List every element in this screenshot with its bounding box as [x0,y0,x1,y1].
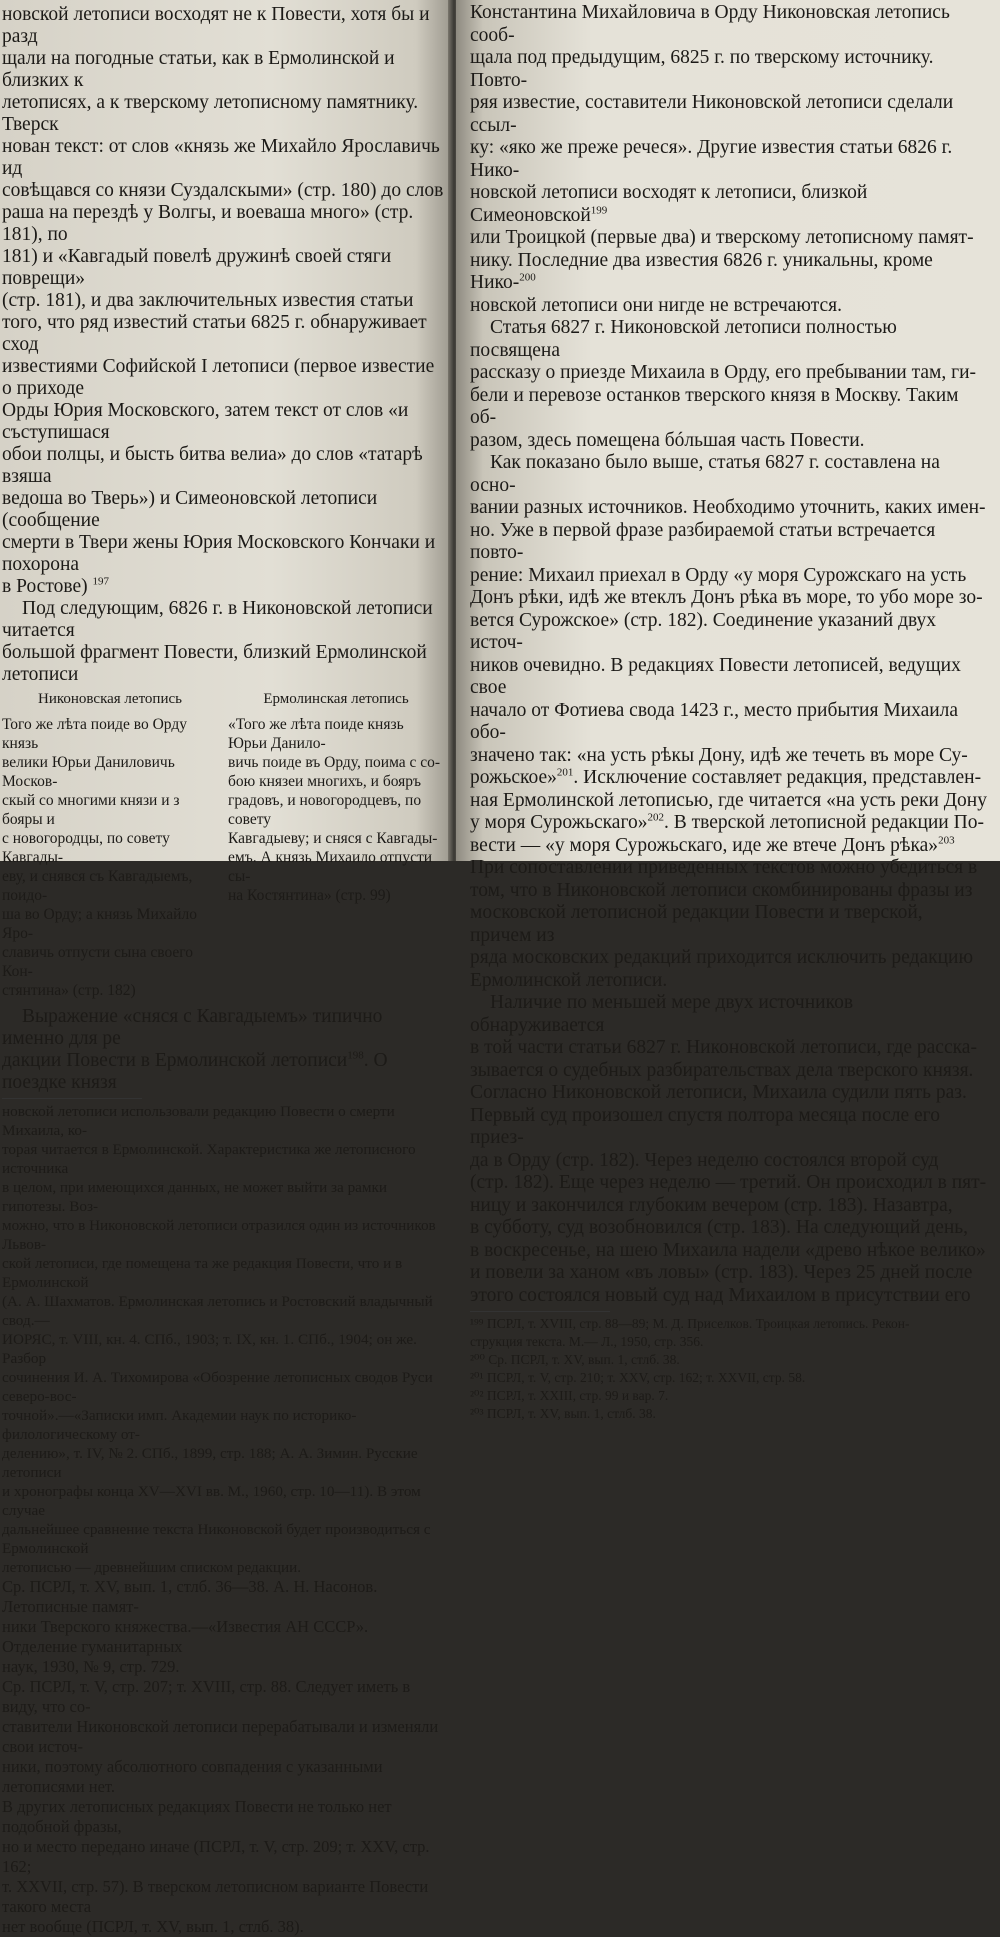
note-line: Ср. ПСРЛ, т. V, стр. 207; т. XVIII, стр. 88. Следует иметь в виду, что со- [2,1677,411,1716]
note-line: наук, 1930, № 9, стр. 729. [2,1657,180,1676]
text-line: Донъ рѣки, идѣ же втеклъ Донъ рѣка въ море, то убо море зо- [470,587,983,608]
text-line: Наличие по меньшей мере двух источников обнаруживается [470,992,854,1036]
quote-line: градовъ, и новогородцевъ, по совету [228,792,422,828]
text-fragment: в Ростове) [2,576,88,597]
text-line [470,250,988,295]
text-line: в субботу, суд возобновился (стр. 183). На следующий день, [470,1217,969,1238]
note-line: можно, что в Никоновской летописи отразился один из источников Львов- [2,1217,436,1253]
right-footnotes [470,1315,988,1423]
column-heading: Никоновская летопись [38,691,182,707]
note-line: В других летописных редакциях Повести не только нет подобной фразы, [2,1797,392,1836]
text-line: этого состоялся новый суд над Михаилом в присутствии его [470,1284,971,1306]
footnote-marker: 197 [92,575,109,588]
text-line: Константина Михайловича в Орду Никоновская летопись сооб- [470,2,950,46]
note-line: дальнейшее сравнение текста Никоновской будет производиться с Ермолинской [2,1521,431,1557]
text-line: ников очевидно. В редакциях Повести летописей, ведущих свое [470,654,961,698]
note-line: т. XXVII, стр. 57). В тверском летописном варианте Повести такого места [2,1877,429,1916]
text-line: большой фрагмент Повести, близкий Ермолинской летописи [2,642,427,685]
note-line: ники, поэтому абсолютного совпадения с указанными летописями нет. [2,1757,383,1796]
text-line: обои полцы, и бысть битва велиа» до слов «татарѣ взяша [2,444,423,487]
footnote-marker: 198 [347,1049,364,1062]
text-line [470,767,988,790]
text-line: Под следующим, 6826 г. в Никоновской летописи читается [2,598,433,641]
note-line: торая читается в Ермолинской. Характеристика же летописного источника [2,1141,416,1177]
quote-line: вичь поиде въ Орду, поима с со- [228,754,441,771]
note-line: точной».—«Записки имп. Академии наук по историко-филологическому от- [2,1407,357,1443]
quote-line: «Того же лѣта поиде князь Юрьи Данило- [228,716,404,752]
footnote-marker: 199 [590,204,608,216]
quote-line: Кавгадыеву; и сняся с Кавгады- [228,830,438,847]
note-line: ²⁰³ ПСРЛ, т. XV, вып. 1, стлб. 38. [470,1406,656,1421]
note-line: новской летописи использовали редакцию Повести о смерти Михаила, ко- [2,1103,395,1139]
text-line: летописях, а к тверскому летописному памятнику. Тверск [2,92,419,135]
text-line: или Троицкой (первые два) и тверскому летописному памят- [470,227,974,248]
left-main-text [2,4,444,686]
text-line: ку: «яко же преже речеся». Другие известия статьи 6826 г. Нико- [470,137,953,181]
text-line: зывается о судебных разбирательствах дела тверского князя. [470,1059,974,1081]
note-line: ники Тверского княжества.—«Известия АН СССР». Отделение гуманитарных [2,1617,369,1656]
text-line: ряда московских редакций приходится исключить редакцию [470,947,974,968]
text-line: Орды Юрия Московского, затем текст от слов «и съступишася [2,400,409,443]
text-line: бели и перевозе останков тверского князя в Москву. Таким об- [470,384,959,428]
note-line: и хронографы конца XV—XVI вв. М., 1960, стр. 10—11). В этом случае [2,1483,421,1519]
text-fragment: . Исключение составляет редакция, представлен- [573,767,982,788]
text-line: известиями Софийской I летописи (первое известие о приходе [2,356,435,399]
text-line: Согласно Никоновской летописи, Михаила судили пять раз. [470,1082,967,1103]
text-line: и повели за ханом «въ ловы» (стр. 183). Через 25 дней после [470,1262,973,1283]
text-line: (стр. 182). Еще через неделю — третий. Он происходил в пят- [470,1172,987,1193]
text-line [2,576,444,598]
text-line: Статья 6827 г. Никоновской летописи полностью посвящена [470,317,897,361]
footnote-marker: 202 [647,811,664,824]
quote-line: скый со многими князи и з бояры и [2,792,180,828]
text-line: При сопоставлении приведенных текстов можно убедиться в [470,857,978,878]
right-main-text [470,2,988,1307]
quote-line: бою князеи многихъ, и бояръ [228,773,422,790]
note-line: ИОРЯС, т. VIII, кн. 4. СПб., 1903; т. IX, кн. 1. СПб., 1904; он же. Разбор [2,1331,417,1367]
text-line: в воскресенье, на шею Михаила надели «древо нѣкое велико» [470,1239,986,1261]
quote-line: велики Юрьи Даниловичь Москов- [2,754,175,790]
text-fragment: . В тверской летописной редакции По- [663,812,984,833]
text-line: ная Ермолинской летописью, где читается «на усть реки Дону [470,789,987,811]
note-line: в целом, при имеющихся данных, не может выйти за рамки гипотезы. Воз- [2,1179,388,1215]
footnote-rule [2,1098,142,1099]
quote-line: Того же лѣта поиде во Орду князь [2,716,187,752]
note-line: сочинения И. А. Тихомирова «Обозрение летописных сводов Руси северо-вос- [2,1369,433,1405]
footnote-rule [470,1311,610,1312]
text-fragment: рожьское» [470,767,557,788]
text-line: совѣщався со князи Суздалскыми» (стр. 180) до слов [2,180,444,201]
text-line: Первый суд произошел спустя полтора месяца после его приез- [470,1104,940,1148]
text-line: да в Орду (стр. 182). Через неделю состоялся второй суд [470,1149,939,1171]
text-fragment: у моря Сурожьскаго» [470,812,648,833]
text-line: ряя известие, составители Никоновской летописи сделали ссыл- [470,92,954,136]
text-line: Ермолинской летописи. [470,969,668,991]
text-fragment: дакции Повести в Ермолинской летописи [2,1050,348,1071]
text-line: щала под предыдущим, 6825 г. по тверскому источнику. Повто- [470,47,934,91]
column-heading: Ермолинская летопись [263,691,409,707]
text-line: ницу и закончился глубоким вечером (стр. 183). Назавтра, [470,1194,953,1216]
text-line: вется Сурожское» (стр. 182). Соединение указаний двух источ- [470,609,937,653]
text-line: но. Уже в первой фразе разбираемой статьи встречается повто- [470,519,936,563]
text-line: рение: Михаил приехал в Орду «у моря Сурожскаго на усть [470,564,967,586]
footnote-marker: 201 [556,766,574,779]
left-page [0,0,452,1936]
left-footnotes [2,1102,444,1937]
text-fragment: новской летописи восходят к летописи, близкой Симеоновской [470,182,868,226]
quote-line: еву, и снявся съ Кавгадыемъ, поидо- [2,868,193,904]
ermolin-column [228,690,444,1000]
text-line: рассказу о приезде Михаила в Орду, его пребывании там, ги- [470,362,977,383]
note-line: нет вообще (ПСРЛ, т. XV, вып. 1, стлб. 38). [2,1917,304,1936]
text-line: новской летописи восходят не к Повести, хотя бы и разд [2,4,430,47]
text-line: в той части статьи 6827 г. Никоновской летописи, где расска- [470,1037,977,1058]
note-line: (А. А. Шахматов. Ермолинская летопись и Ростовский владычный свод.— [2,1293,433,1329]
text-line: Выражение «сняся с Кавгадыемъ» типично именно для ре [2,1006,383,1049]
comparison-table [2,690,444,1000]
text-line: раша на перездѣ у Волгы, и воеваша много» (стр. 181), по [2,202,414,245]
text-line: вании разных источников. Необходимо уточнить, каких имен- [470,497,986,518]
note-line: летописью — древнейшим списком редакции. [2,1559,302,1576]
quote-line: славичь отпусти сына своего Кон- [2,944,194,980]
nikon-column [2,690,218,1000]
text-line: щали на погодные статьи, как в Ермолинской и близких к [2,48,395,91]
quote-line: емъ. А князь Михаило отпусти сы- [228,849,433,885]
text-fragment: нику. Последние два известия 6826 г. уникальны, кроме Нико- [470,249,933,293]
note-line: ²⁰⁰ Ср. ПСРЛ, т. XV, вып. 1, стлб. 38. [470,1352,680,1367]
left-main-text-2 [2,1006,444,1094]
text-line: том, что в Никоновской летописи скомбинированы фразы из [470,879,973,901]
note-line: ²⁰¹ ПСРЛ, т. V, стр. 210; т. XXV, стр. 162; т. XXVII, стр. 58. [470,1370,806,1385]
text-line: (стр. 181), и два заключительных известия статьи [2,290,414,311]
quote-line: ша во Орду; а князь Михайло Яро- [2,906,197,942]
quote-line: на Костянтина» (стр. 99) [228,887,391,904]
text-line [470,812,988,835]
text-line: нован текст: от слов «князь же Михайло Ярославичь ид [2,136,440,179]
text-line [470,182,988,227]
text-line [470,835,988,858]
text-fragment: . О поездке князя [2,1050,388,1093]
text-line: Как показано было выше, статья 6827 г. составлена на осно- [470,452,940,496]
note-line: ской летописи, где помещена та же редакция Повести, что и в Ермолинской [2,1255,403,1291]
text-line [2,1050,444,1094]
text-line: значено так: «на усть рѣкы Дону, идѣ же течеть въ море Су- [470,744,968,766]
note-line: ставители Никоновской летописи перерабатывали и изменяли свои источ- [2,1717,439,1756]
text-line: разом, здесь помещена бóльшая часть Повести. [470,429,865,451]
text-line: 181) и «Кавгадый повелѣ дружинѣ своей стяги поврещи» [2,246,392,289]
note-line: ²⁰² ПСРЛ, т. XXIII, стр. 99 и вар. 7. [470,1388,669,1403]
note-line: делению», т. IV, № 2. СПб., 1899, стр. 188; А. А. Зимин. Русские летописи [2,1445,418,1481]
text-line: московской летописной редакции Повести и тверской, причем из [470,902,923,946]
text-line: новской летописи они нигде не встречаются. [470,294,842,316]
footnote-marker: 203 [938,834,955,846]
quote-line: стянтина» (стр. 182) [2,982,136,999]
text-line: начало от Фотиева свода 1423 г., место прибытия Михаила обо- [470,699,959,743]
note-line: но и место передано иначе (ПСРЛ, т. V, стр. 209; т. XXV, стр. 162; [2,1837,430,1876]
note-line: Ср. ПСРЛ, т. XV, вып. 1, стлб. 36—38. А. Н. Насонов. Летописные памят- [2,1577,378,1616]
right-page [456,0,1000,1421]
text-fragment: вести — «у моря Сурожьскаго, иде же втече Донъ рѣка» [470,834,939,856]
footnote-marker: 200 [519,271,536,284]
text-line: ведоша во Тверь») и Симеоновской летописи (сообщение [2,488,378,531]
quote-line: с новогородцы, по совету Кавгады- [2,830,170,866]
text-line: того, что ряд известий статьи 6825 г. обнаруживает сход [2,312,427,355]
text-line: смерти в Твери жены Юрия Московского Кончаки и похорона [2,532,436,575]
note-line: ¹⁹⁹ ПСРЛ, т. XVIII, стр. 88—89; М. Д. Приселков. Троицкая летопись. Рекон- [470,1316,910,1331]
note-line: струкция текста. М.— Л., 1950, стр. 356. [470,1334,704,1349]
